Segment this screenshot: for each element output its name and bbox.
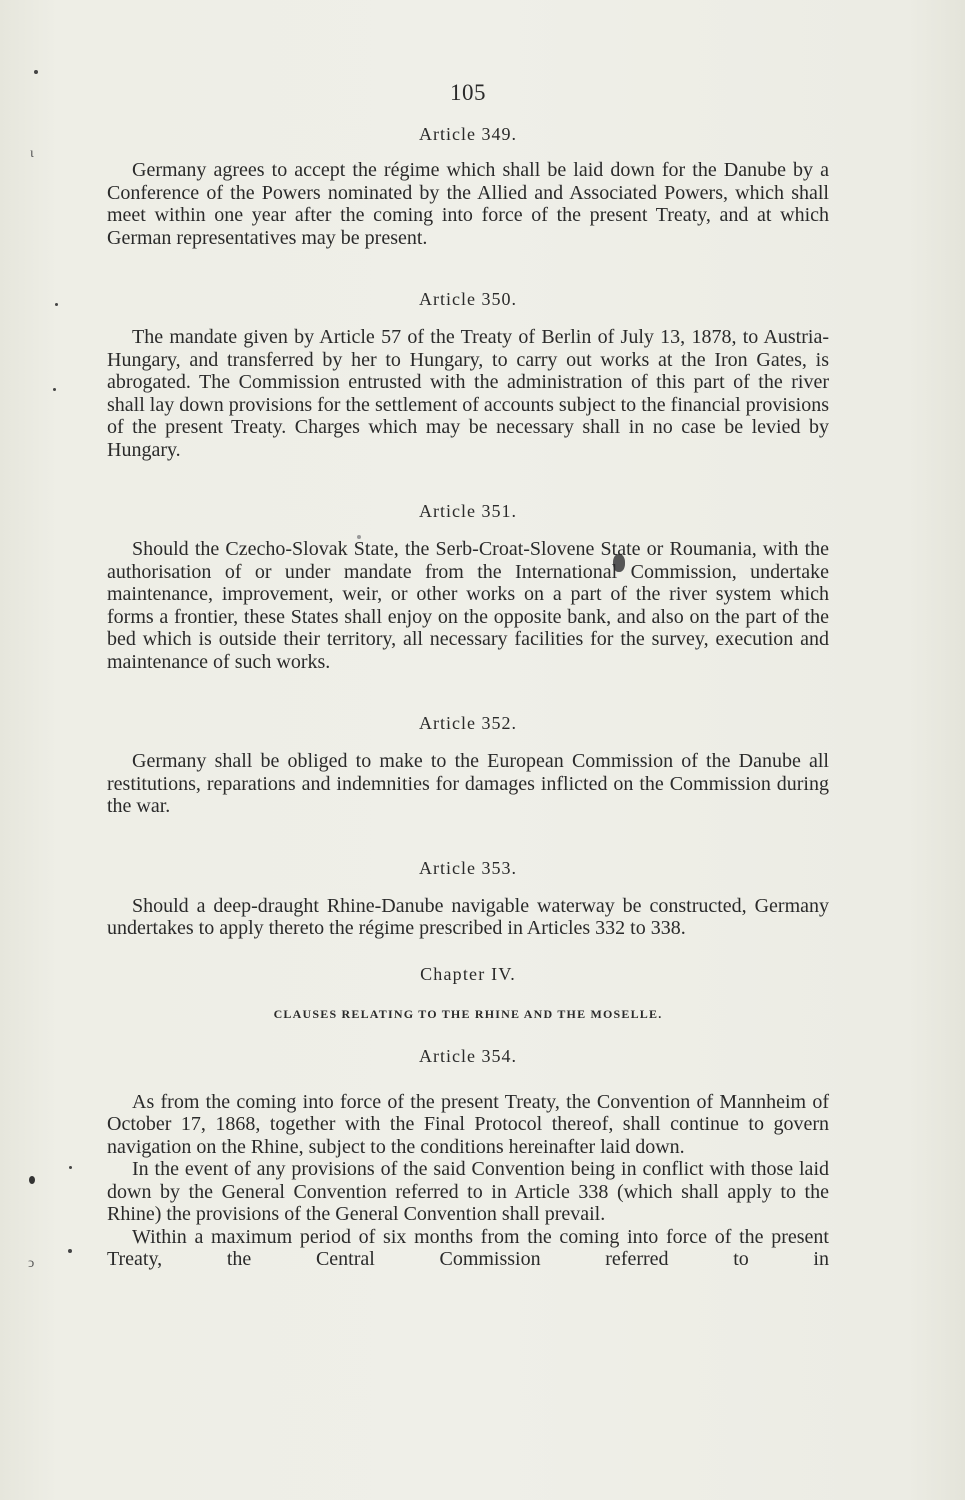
article-paragraph: Germany agrees to accept the régime which shall be laid down for the Danube by a Conference of the Powers nominated by the Allied and Associated Powers, which shall meet within one year after the coming into force of the present Treaty, and at which German representatives may be present. — [107, 159, 829, 249]
margin-mark: ↄ — [28, 1256, 35, 1271]
chapter-subheading: CLAUSES RELATING TO THE RHINE AND THE MOSELLE. — [273, 1006, 663, 1021]
article-heading: Article 354. — [419, 1045, 517, 1066]
margin-speck — [34, 70, 38, 74]
article-heading: Article 353. — [419, 857, 517, 878]
article-heading: Article 352. — [419, 713, 517, 733]
text-column — [107, 80, 829, 1271]
margin-speck — [68, 1249, 72, 1253]
article-paragraph: As from the coming into force of the present Treaty, the Convention of Mannheim of October 17, 1868, together with the Final Protocol thereof, shall continue to govern navigation on the Rhine, subject to the conditions hereinafter laid down. — [107, 1090, 829, 1158]
margin-speck — [69, 1166, 72, 1169]
article-paragraph: Should a deep-draught Rhine-Danube navigable waterway be constructed, Germany undertakes to apply thereto the régime prescribed in Articles 332 to 338. — [107, 894, 829, 939]
article-heading: Article 349. — [419, 124, 517, 144]
article-paragraph: Within a maximum period of six months from the coming into force of the present Treaty, the Central Commission referred to in — [107, 1225, 829, 1270]
article-paragraph: Should the Czecho-Slovak State, the Serb-Croat-Slovene State or Roumania, with the authorisation of or under mandate from the International Commission, undertake maintenance, improvement, weir, or other works on a part of the river system which forms a frontier, these States shall enjoy on the opposite bank, and also on the part of the bed which is outside their territory, all necessary facilities for the survey, execution and maintenance of such works. — [107, 538, 829, 673]
article-paragraph: Germany shall be obliged to make to the European Commission of the Danube all restitutions, reparations and indemnities for damages inflicted on the Commission during the war. — [107, 750, 829, 817]
article-heading: Article 350. — [419, 289, 517, 309]
margin-speck — [53, 388, 56, 391]
margin-speck — [55, 303, 58, 306]
article-paragraph: The mandate given by Article 57 of the Treaty of Berlin of July 13, 1878, to Austria-Hungary, and transferred by her to Hungary, to carry out works at the Iron Gates, is abrogated. The Commission entrusted with the administration of this part of the river shall lay down provisions for the settlement of accounts subject to the financial provisions of the present Treaty. Charges which may be necessary shall in no case be levied by Hungary. — [107, 326, 829, 461]
article-heading: Article 351. — [419, 501, 517, 521]
margin-speck — [29, 1176, 35, 1184]
article-paragraph: In the event of any provisions of the said Convention being in conflict with those laid down by the General Convention referred to in Article 338 (which shall apply to the Rhine) the provisions of the General Convention shall prevail. — [107, 1158, 829, 1225]
margin-mark: ι — [30, 146, 34, 161]
page-number: 105 — [450, 80, 486, 105]
chapter-heading: Chapter IV. — [420, 963, 516, 984]
